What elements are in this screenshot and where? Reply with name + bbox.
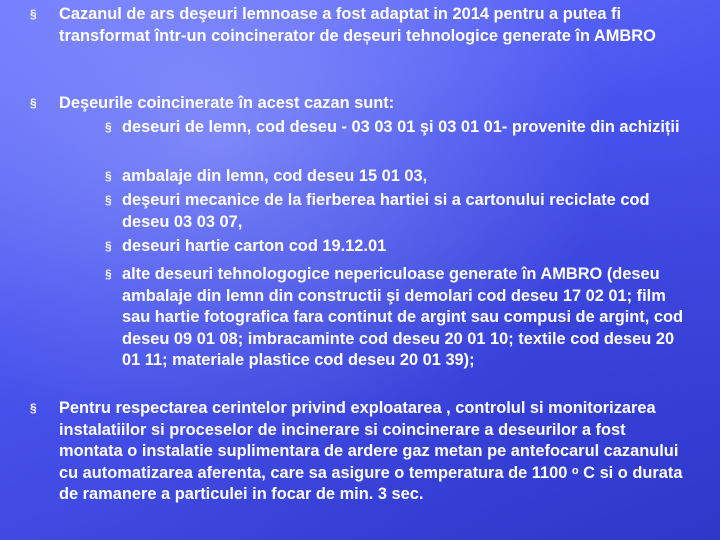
bullet-marker-icon: § bbox=[30, 96, 37, 110]
bullet-marker-icon: § bbox=[30, 7, 37, 21]
bullet-marker-icon: § bbox=[105, 120, 112, 134]
bullet-text: Deşeurile coincinerate în acest cazan sunt: bbox=[59, 94, 395, 112]
bullet-deseuri-coincinerate bbox=[30, 93, 685, 115]
bullet-marker-icon: § bbox=[30, 401, 37, 415]
sub-bullet-alte-deseuri bbox=[105, 264, 685, 372]
bullet-text: deseuri hartie carton cod 19.12.01 bbox=[122, 237, 387, 255]
bullet-text: ambalaje din lemn, cod deseu 15 01 03, bbox=[122, 167, 428, 185]
bullet-text: Pentru respectarea cerintelor privind exploatarea , controlul si monitorizarea instalatiilor si proceselor de incinerare si coincinerare a deseurilor a fost montata o instalatie suplimentara de ardere gaz metan pe antefocarul cazanului cu automatizarea aferenta, care sa asigure o temperatura de 1100 ᵒ C si o durata de ramanere a particulei in focar de min. 3 sec. bbox=[59, 399, 683, 504]
sub-bullet-deseuri-lemn bbox=[105, 117, 685, 139]
bullet-marker-icon: § bbox=[105, 169, 112, 183]
bullet-marker-icon: § bbox=[105, 267, 112, 281]
bullet-text: alte deseuri tehnologogice nepericuloase generate în AMBRO (deseu ambalaje din lemn din constructii şi demolari cod deseu 17 02 01; film sau hartie fotografica fara continut de argint sau compusi de argint, cod deseu 09 01 08; imbracaminte cod deseu 20 01 10; textile cod deseu 20 01 11; materiale plastice cod deseu 20 01 39); bbox=[122, 265, 684, 370]
sub-bullet-hartie-carton bbox=[105, 236, 685, 258]
sub-bullet-deseuri-mecanice bbox=[105, 190, 685, 233]
bullet-cazan-adaptat bbox=[30, 4, 685, 47]
bullet-text: deşeuri mecanice de la fierberea hartiei si a cartonului reciclate cod deseu 03 03 07, bbox=[122, 191, 650, 231]
bullet-marker-icon: § bbox=[105, 239, 112, 253]
bullet-text: deseuri de lemn, cod deseu - 03 03 01 şi 03 01 01- provenite din achiziții bbox=[122, 118, 680, 136]
sub-bullet-ambalaje-lemn bbox=[105, 166, 685, 188]
bullet-marker-icon: § bbox=[105, 193, 112, 207]
bullet-text: Cazanul de ars deşeuri lemnoase a fost adaptat in 2014 pentru a putea fi transformat într-un coincinerator de deșeuri tehnologice generate în AMBRO bbox=[59, 5, 656, 45]
bullet-respectarea-cerintelor bbox=[30, 398, 685, 506]
